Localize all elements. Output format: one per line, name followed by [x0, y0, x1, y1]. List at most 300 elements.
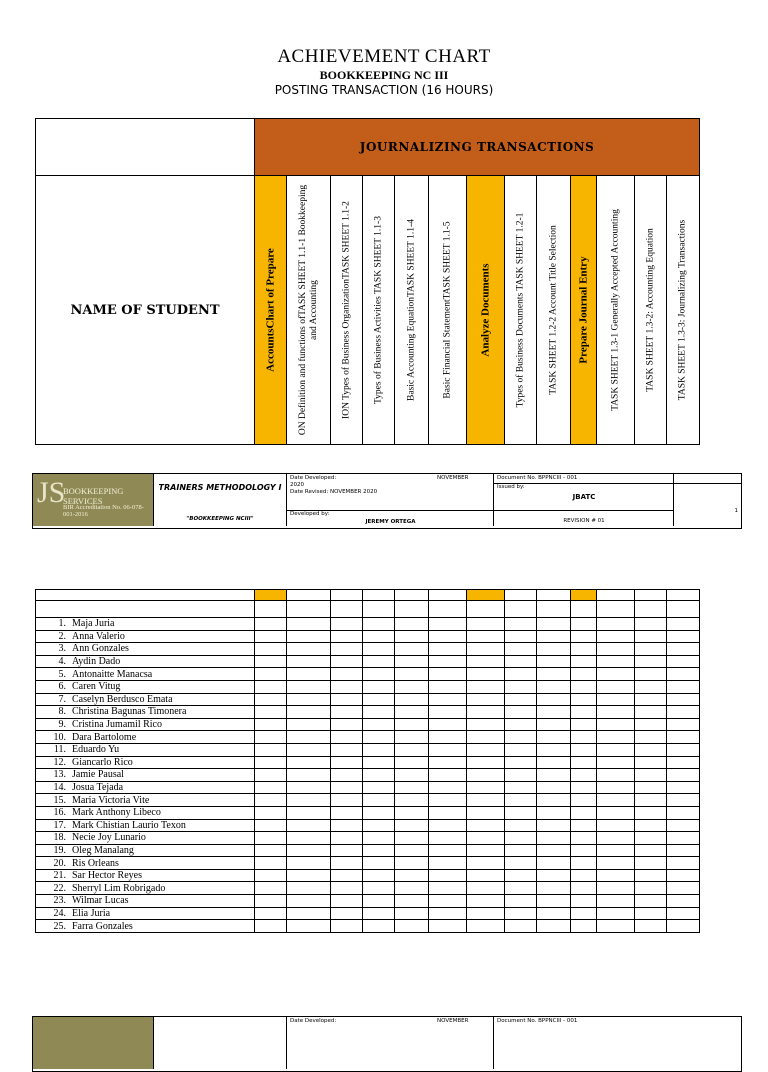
grade-cell: [667, 857, 700, 870]
grade-cell: [537, 731, 571, 744]
grade-cell: [571, 630, 597, 643]
grade-cell: [571, 731, 597, 744]
grade-cell: [287, 895, 331, 908]
grade-cell: [395, 781, 429, 794]
student-row: [36, 819, 700, 832]
student-name-cell: [36, 630, 255, 643]
grade-cell: [571, 655, 597, 668]
grade-cell: [505, 882, 537, 895]
student-name: Ann Gonzales: [72, 643, 129, 655]
grade-cell: [331, 693, 363, 706]
student-name: Wilmar Lucas: [72, 895, 129, 907]
grade-cell: [363, 844, 395, 857]
grade-cell: [597, 869, 635, 882]
student-number: 6.: [58, 681, 66, 693]
grade-cell: [395, 601, 429, 618]
student-row: [36, 869, 700, 882]
grade-cell: [429, 693, 467, 706]
grade-cell: [255, 781, 287, 794]
student-number: 9.: [58, 719, 66, 731]
student-number: 14.: [53, 782, 66, 794]
grade-cell: [635, 693, 667, 706]
grade-cell: [363, 655, 395, 668]
student-number: 11.: [53, 744, 66, 756]
student-name-cell: [36, 781, 255, 794]
grade-cell: [635, 618, 667, 631]
grade-cell: [667, 590, 700, 601]
grade-cell: [635, 832, 667, 845]
grade-cell: [331, 869, 363, 882]
grade-cell: [597, 882, 635, 895]
student-number: 4.: [58, 656, 66, 668]
grade-cell: [467, 769, 505, 782]
grade-cell: [667, 630, 700, 643]
grade-cell: [363, 769, 395, 782]
student-row: [36, 769, 700, 782]
document-subtitle-2: POSTING TRANSACTION (16 HOURS): [274, 83, 494, 97]
grade-cell: [597, 655, 635, 668]
grade-cell: [505, 781, 537, 794]
grade-cell: [287, 655, 331, 668]
grade-cell: [395, 731, 429, 744]
grade-cell: [505, 819, 537, 832]
grade-cell: [395, 618, 429, 631]
grade-cell: [331, 794, 363, 807]
grade-cell: [331, 618, 363, 631]
student-name: Aydin Dado: [72, 656, 121, 668]
grade-cell: [429, 895, 467, 908]
grade-cell: [571, 781, 597, 794]
grade-cell: [363, 590, 395, 601]
grade-cell: [571, 756, 597, 769]
grade-cell: [537, 869, 571, 882]
name-of-student-header: NAME OF STUDENT: [36, 176, 255, 445]
grade-cell: [467, 794, 505, 807]
grade-cell: [537, 819, 571, 832]
grade-cell: [429, 643, 467, 656]
student-name: Elia Juria: [72, 907, 111, 919]
grade-cell: [255, 844, 287, 857]
grade-cell: [331, 655, 363, 668]
grade-cell: [395, 806, 429, 819]
grade-cell: [537, 857, 571, 870]
document-footer: [32, 473, 742, 529]
column-header-label: Analyze Documents: [479, 263, 491, 357]
grade-cell: [287, 794, 331, 807]
student-name: Oleg Manalang: [72, 844, 134, 856]
grade-cell: [467, 857, 505, 870]
grade-cell: [331, 743, 363, 756]
grade-cell: [597, 601, 635, 618]
grade-cell: [363, 743, 395, 756]
grade-cell: [287, 832, 331, 845]
grade-cell: [597, 857, 635, 870]
student-row: [36, 718, 700, 731]
student-name: Mark Anthony Libeco: [72, 807, 161, 819]
grade-cell: [287, 630, 331, 643]
grade-cell: [467, 731, 505, 744]
grade-cell: [667, 806, 700, 819]
student-row: [36, 693, 700, 706]
grade-cell: [287, 806, 331, 819]
grade-cell: [395, 693, 429, 706]
grade-cell: [467, 895, 505, 908]
grade-cell: [667, 643, 700, 656]
grade-cell: [395, 655, 429, 668]
grade-cell: [667, 819, 700, 832]
grade-cell: [597, 781, 635, 794]
grade-cell: [395, 907, 429, 920]
grade-cell: [597, 718, 635, 731]
grade-cell: [537, 920, 571, 933]
grade-cell: [635, 590, 667, 601]
student-name-cell: [36, 668, 255, 681]
grade-cell: [395, 869, 429, 882]
grade-cell: [597, 844, 635, 857]
student-number: 15.: [53, 794, 66, 806]
grade-cell: [635, 643, 667, 656]
achievement-chart-table: [35, 118, 700, 445]
student-name: Maria Victoria Vite: [72, 794, 150, 806]
student-row: [36, 756, 700, 769]
grade-cell: [363, 601, 395, 618]
grade-cell: [667, 756, 700, 769]
student-name: Antonaitte Manacsa: [72, 668, 153, 680]
grade-cell: [429, 590, 467, 601]
grade-cell: [363, 806, 395, 819]
grade-cell: [287, 819, 331, 832]
grade-cell: [667, 920, 700, 933]
grade-cell: [597, 706, 635, 719]
grade-cell: [331, 844, 363, 857]
grade-cell: [597, 630, 635, 643]
grade-cell: [571, 743, 597, 756]
grade-cell: [635, 731, 667, 744]
student-name-cell: [36, 806, 255, 819]
grade-cell: [467, 819, 505, 832]
grade-cell: [331, 832, 363, 845]
grade-cell: [467, 718, 505, 731]
column-header-label: TASK SHEET 1.3-3: Journalizing Transactions: [677, 219, 688, 401]
grade-cell: [537, 882, 571, 895]
grade-cell: [505, 743, 537, 756]
grade-cell: [467, 832, 505, 845]
student-name-cell: [36, 743, 255, 756]
grade-cell: [363, 693, 395, 706]
grade-cell: [395, 920, 429, 933]
grade-cell: [255, 590, 287, 601]
student-number: 22.: [53, 882, 66, 894]
grade-cell: [467, 781, 505, 794]
grade-cell: [537, 630, 571, 643]
column-header-2: [287, 176, 331, 445]
grade-cell: [571, 643, 597, 656]
grade-cell: [429, 718, 467, 731]
grade-cell: [255, 655, 287, 668]
grade-cell: [537, 680, 571, 693]
student-row: [36, 668, 700, 681]
grade-cell: [429, 857, 467, 870]
column-header-4: [363, 176, 395, 445]
grade-cell: [255, 618, 287, 631]
student-number: 13.: [53, 769, 66, 781]
column-header-7: [467, 176, 505, 445]
grade-cell: [395, 590, 429, 601]
grade-cell: [537, 781, 571, 794]
grade-cell: [537, 806, 571, 819]
column-header-label: Basic Financial StatementTASK SHEET 1.1-5: [442, 221, 452, 399]
grade-cell: [667, 794, 700, 807]
grade-cell: [597, 731, 635, 744]
document-info: Document No. BPPNCIII - 001 Issued by: JBATC REVISION # 01: [493, 474, 674, 526]
student-row: [36, 920, 700, 933]
grade-cell: [331, 857, 363, 870]
grade-cell: [467, 869, 505, 882]
column-header-13: [667, 176, 700, 445]
grade-cell: [505, 756, 537, 769]
grade-cell: [331, 769, 363, 782]
student-name: Caren Vitug: [72, 681, 121, 693]
document-title: ACHIEVEMENT CHART: [277, 46, 491, 67]
grade-cell: [505, 601, 537, 618]
student-name-cell: [36, 794, 255, 807]
grade-cell: [537, 618, 571, 631]
grade-cell: [331, 590, 363, 601]
grade-cell: [255, 819, 287, 832]
grade-cell: [363, 819, 395, 832]
student-name-cell: [36, 819, 255, 832]
student-number: 23.: [53, 895, 66, 907]
grade-cell: [635, 630, 667, 643]
grade-cell: [467, 630, 505, 643]
grade-cell: [255, 920, 287, 933]
grade-cell: [331, 920, 363, 933]
grade-cell: [467, 756, 505, 769]
grade-cell: [571, 832, 597, 845]
grade-cell: [331, 731, 363, 744]
student-name-cell: [36, 680, 255, 693]
grade-cell: [287, 718, 331, 731]
grade-cell: [635, 882, 667, 895]
student-name: Eduardo Yu: [72, 744, 120, 756]
grade-cell: [363, 718, 395, 731]
student-row: [36, 806, 700, 819]
grade-cell: [537, 907, 571, 920]
grade-cell: [667, 882, 700, 895]
student-number: 20.: [53, 857, 66, 869]
grade-cell: [571, 590, 597, 601]
grade-cell: [255, 718, 287, 731]
student-name: Ris Orleans: [72, 857, 119, 869]
grade-cell: [429, 756, 467, 769]
student-row: [36, 882, 700, 895]
grade-cell: [395, 718, 429, 731]
grade-cell: [255, 668, 287, 681]
grade-cell: [287, 869, 331, 882]
grade-cell: [505, 895, 537, 908]
grade-cell: [255, 630, 287, 643]
grade-cell: [505, 920, 537, 933]
student-name-cell: [36, 895, 255, 908]
trainers-methodology: TRAINERS METHODOLOGY I "BOOKKEEPING NCIII": [153, 474, 286, 526]
grade-cell: [395, 643, 429, 656]
student-number: 17.: [53, 819, 66, 831]
grade-cell: [537, 590, 571, 601]
student-row: [36, 857, 700, 870]
student-row: [36, 794, 700, 807]
grade-cell: [505, 731, 537, 744]
grade-cell: [597, 832, 635, 845]
grade-cell: [597, 769, 635, 782]
roster-header-row: [36, 590, 700, 601]
grade-cell: [505, 794, 537, 807]
grade-cell: [667, 718, 700, 731]
grade-cell: [597, 668, 635, 681]
grade-cell: [571, 907, 597, 920]
grade-cell: [667, 706, 700, 719]
corner-cell: [36, 119, 255, 176]
student-name-cell: [36, 643, 255, 656]
grade-cell: [667, 731, 700, 744]
grade-cell: [363, 643, 395, 656]
grade-cell: [429, 668, 467, 681]
grade-cell: [597, 643, 635, 656]
grade-cell: [635, 794, 667, 807]
student-row: [36, 907, 700, 920]
column-header-8: [505, 176, 537, 445]
grade-cell: [571, 857, 597, 870]
grade-cell: [287, 680, 331, 693]
grade-cell: [429, 655, 467, 668]
grade-cell: [363, 907, 395, 920]
grade-cell: [667, 743, 700, 756]
student-row: [36, 781, 700, 794]
grade-cell: [571, 769, 597, 782]
grade-cell: [429, 706, 467, 719]
grade-cell: [667, 618, 700, 631]
grade-cell: [429, 630, 467, 643]
company-logo: JS BOOKKEEPING SERVICES BIR Accreditation No. 06-078-001-2016: [33, 474, 153, 526]
student-row: [36, 630, 700, 643]
grade-cell: [635, 756, 667, 769]
student-name: Josua Tejada: [72, 782, 124, 794]
grade-cell: [505, 630, 537, 643]
student-name: Sar Hector Reyes: [72, 870, 142, 882]
student-number: 8.: [58, 706, 66, 718]
grade-cell: [505, 844, 537, 857]
grade-cell: [635, 680, 667, 693]
grade-cell: [429, 601, 467, 618]
grade-cell: [395, 832, 429, 845]
grade-cell: [635, 601, 667, 618]
student-name: Dara Bartolome: [72, 731, 137, 743]
grade-cell: [255, 643, 287, 656]
column-header-label: Basic Accounting EquationTASK SHEET 1.1-4: [406, 219, 416, 401]
student-row: [36, 832, 700, 845]
grade-cell: [467, 920, 505, 933]
grade-cell: [467, 706, 505, 719]
grade-cell: [331, 680, 363, 693]
column-header-label: Types of Business Activities TASK SHEET 1.1-3: [373, 216, 383, 404]
student-name: Mark Chistian Laurio Texon: [72, 819, 186, 831]
grade-cell: [505, 769, 537, 782]
grade-cell: [505, 693, 537, 706]
grade-cell: [505, 718, 537, 731]
grade-cell: [287, 618, 331, 631]
grade-cell: [287, 601, 331, 618]
grade-cell: [429, 731, 467, 744]
grade-cell: [635, 781, 667, 794]
grade-cell: [571, 601, 597, 618]
student-row: [36, 643, 700, 656]
column-header-label: ON Definition and functions ofTASK SHEET 1.1-1 Bookkeeping and Accounting: [297, 184, 319, 436]
grade-cell: [331, 756, 363, 769]
column-header-label: TASK SHEET 1.2-2 Account Title Selection: [548, 225, 558, 395]
column-header-label: TASK SHEET 1.3-1 Generally Accepted Accounting: [610, 209, 620, 411]
grade-cell: [255, 832, 287, 845]
grade-cell: [571, 806, 597, 819]
grade-cell: [395, 857, 429, 870]
grade-cell: [363, 895, 395, 908]
grade-cell: [635, 718, 667, 731]
student-name: Sherryl Lim Robrigado: [72, 882, 166, 894]
grade-cell: [395, 706, 429, 719]
column-header-1: [255, 176, 287, 445]
column-header-label: Types of Business Documents TASK SHEET 1.2-1: [515, 212, 525, 408]
student-name: Necie Joy Lunario: [72, 832, 146, 844]
grade-cell: [667, 895, 700, 908]
grade-cell: [395, 895, 429, 908]
grade-cell: [635, 806, 667, 819]
grade-cell: [597, 590, 635, 601]
document-footer-next-page: Date Developed: NOVEMBER Document No. BPPNCIII - 001: [32, 1016, 742, 1072]
grade-cell: [429, 832, 467, 845]
grade-cell: [467, 590, 505, 601]
grade-cell: [597, 743, 635, 756]
grade-cell: [635, 668, 667, 681]
grade-cell: [635, 857, 667, 870]
student-roster-table: [35, 589, 700, 933]
grade-cell: [667, 869, 700, 882]
column-header-label: AccountsChart of Prepare: [264, 248, 276, 372]
student-number: 12.: [53, 756, 66, 768]
column-header-3: [331, 176, 363, 445]
grade-cell: [429, 743, 467, 756]
column-header-label: ION Types of Business OrganizationTASK SHEET 1.1-2: [341, 201, 351, 419]
grade-cell: [635, 819, 667, 832]
grade-cell: [571, 882, 597, 895]
grade-cell: [429, 794, 467, 807]
date-info: Date Developed: NOVEMBER 2020 Date Revised: NOVEMBER 2020 Developed by: JEREMY ORTEGA: [286, 474, 494, 526]
column-header-12: [635, 176, 667, 445]
grade-cell: [331, 882, 363, 895]
grade-cell: [363, 857, 395, 870]
grade-cell: [597, 895, 635, 908]
grade-cell: [467, 806, 505, 819]
student-number: 25.: [53, 920, 66, 932]
grade-cell: [667, 668, 700, 681]
grade-cell: [571, 706, 597, 719]
grade-cell: [667, 907, 700, 920]
grade-cell: [363, 706, 395, 719]
student-name: Jamie Pausal: [72, 769, 124, 781]
grade-cell: [571, 618, 597, 631]
grade-cell: [537, 668, 571, 681]
grade-cell: [331, 819, 363, 832]
column-header-5: [395, 176, 429, 445]
grade-cell: [537, 769, 571, 782]
grade-cell: [287, 706, 331, 719]
